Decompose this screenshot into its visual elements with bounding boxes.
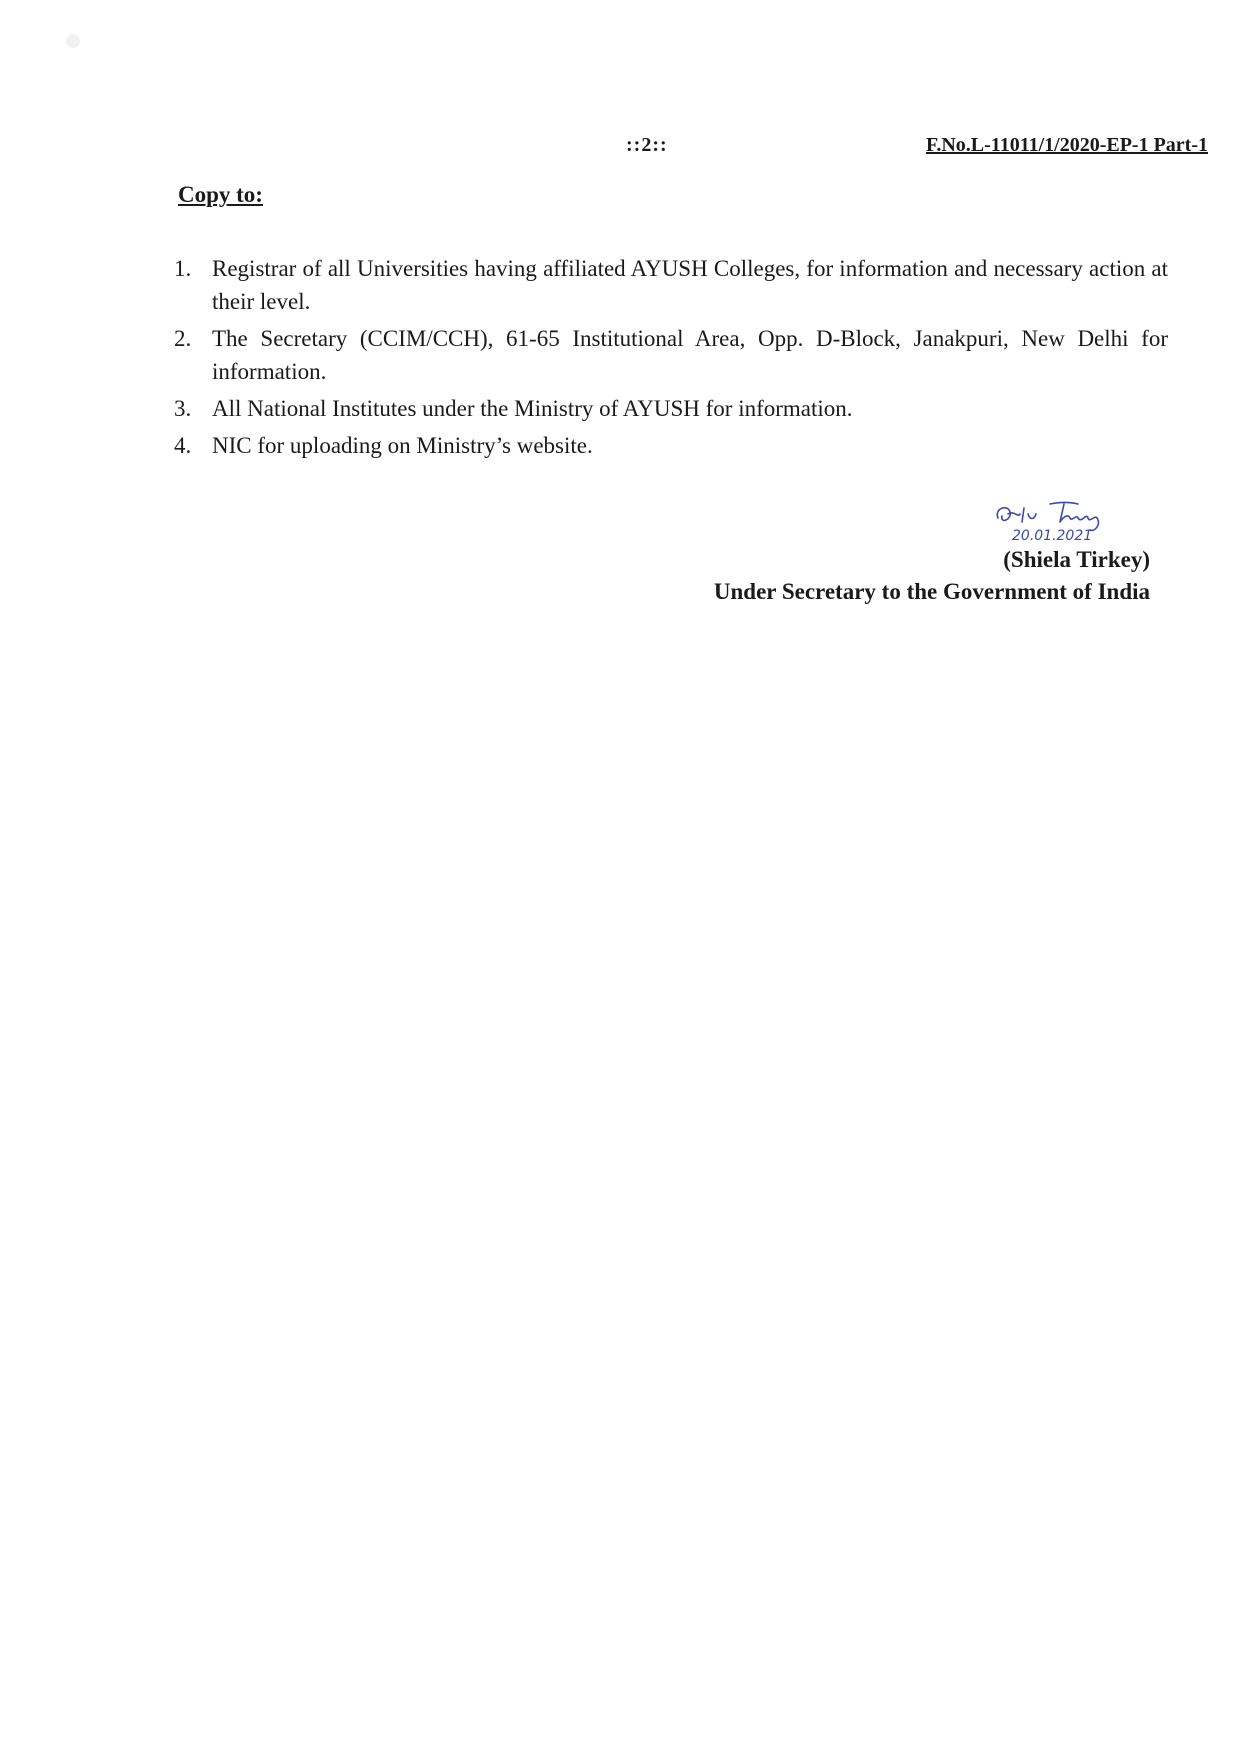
copy-to-heading: Copy to: <box>178 182 263 207</box>
list-item-number: 2. <box>174 326 192 351</box>
signature-drawing <box>990 496 1140 546</box>
page-number: ::2:: <box>626 134 668 156</box>
handwritten-signature <box>990 496 1140 546</box>
list-item <box>174 429 1168 462</box>
list-item-number: 3. <box>174 396 192 421</box>
list-item-text: NIC for uploading on Ministry’s website. <box>212 433 593 458</box>
signature-date: 20.01.2021 <box>1012 528 1093 544</box>
list-item-text: Registrar of all Universities having affiliated AYUSH Colleges, for information and necessary action at their level. <box>212 256 1168 314</box>
signatory-name: (Shiela Tirkey) <box>1003 547 1150 572</box>
list-item-number: 4. <box>174 433 192 458</box>
copy-to-list <box>174 252 1168 466</box>
scan-speck <box>66 34 80 48</box>
signatory-designation: Under Secretary to the Government of India <box>713 579 1150 604</box>
list-item <box>174 392 1168 425</box>
list-item <box>174 252 1168 318</box>
list-item <box>174 322 1168 388</box>
file-number: F.No.L-11011/1/2020-EP-1 Part-1 <box>925 134 1208 156</box>
signatory-block <box>714 544 1150 608</box>
list-item-number: 1. <box>174 256 192 281</box>
list-item-text: The Secretary (CCIM/CCH), 61-65 Institutional Area, Opp. D-Block, Janakpuri, New Delhi for information. <box>212 326 1168 384</box>
list-item-text: All National Institutes under the Ministry of AYUSH for information. <box>212 396 853 421</box>
